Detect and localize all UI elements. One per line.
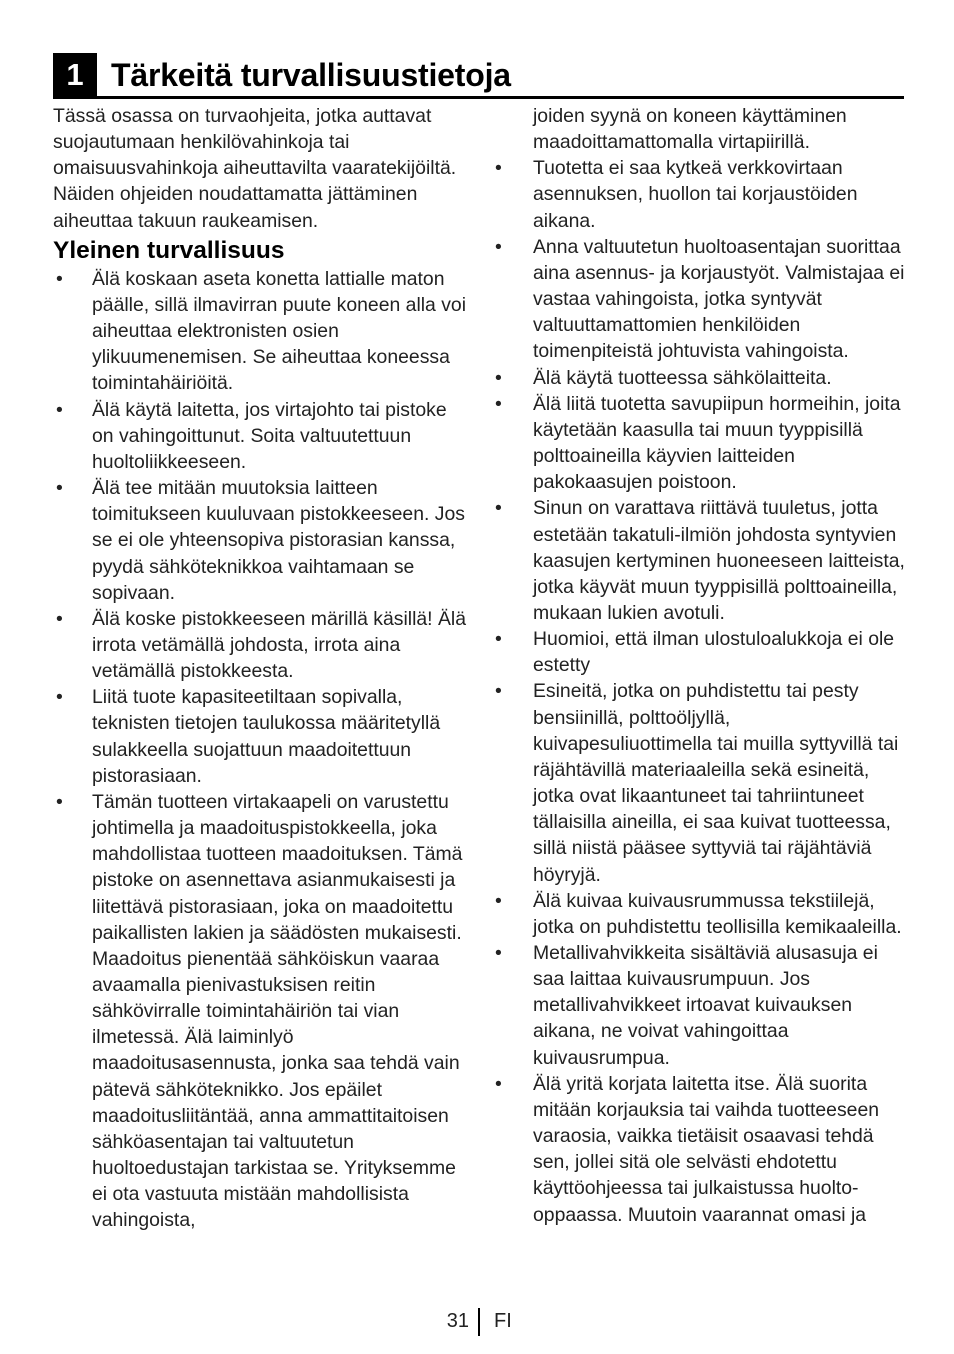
list-item-text: Älä koskaan aseta konetta lattialle maton päälle, sillä ilmavirran puute koneen alla voi aiheuttaa elektronisten osien ylikuumenemisen. Se aiheuttaa koneessa toimintahäiriöitä. [92,267,467,395]
chapter-header [53,53,904,99]
list-item [494,678,910,887]
bullet-icon: • [495,497,502,520]
left-bullet-list [53,266,473,1234]
bullet-icon: • [495,889,502,912]
list-item [494,495,910,626]
footer-divider [478,1308,480,1336]
bullet-icon: • [495,680,502,703]
list-item-text: Tämän tuotteen virtakaapeli on varustettu johtimella ja maadoituspistokkeella, joka mahdollistaa tuotteen maadoituksen. Tämä pistoke on asennettava asianmukaisesti ja liitettävä pistorasiaan, joka on maadoitettu paikallisten lakien ja säädösten mukaisesti. Maadoitus pienentää sähköiskun vaaraa avaamalla pienivastuksisen reitin sähkövirralle toimintahäiriön tai vian ilmetessä. Älä laiminlyö maadoitusasennusta, jonka saa tehdä vain pätevä sähköteknikko. Jos epäilet maadoitusliitäntää, anna ammattitaitoisen sähköasentajan tai valtuutetun huoltoedustajan tarkistaa se. Yrityksemme ei ota vastuuta mistään mahdollisista vahingoista, [92,790,463,1232]
page-footer [0,1308,954,1338]
left-column [53,103,473,1234]
bullet-icon: • [495,157,502,180]
language-code: FI [494,1310,512,1332]
list-item-text: Älä tee mitään muutoksia laitteen toimitukseen kuuluvaan pistokkeeseen. Jos se ei ole yhteensopiva pistorasian kanssa, pyydä sähköteknikkoa vaihtamaan se sopivaan. [92,477,465,604]
bullet-icon: • [495,1072,502,1095]
list-item [53,684,473,789]
bullet-icon: • [56,686,63,709]
list-item-text: Älä koske pistokkeeseen märillä käsillä! Älä irrota vetämällä johdosta, irrota aina vetämällä pistokkeesta. [92,607,466,683]
bullet-icon: • [495,366,502,389]
chapter-number-box: 1 [53,53,97,96]
list-item [53,475,473,606]
bullet-icon: • [495,392,502,415]
list-item-text: Sinun on varattava riittävä tuuletus, jotta estetään takatuli-ilmiön johdosta syntyvien kaasujen kertyminen huoneeseen laitteista, jotka käyvät muun tyyppisillä polttoaineilla, mukaan lukien avotuli. [533,497,905,624]
page-number: 31 [446,1310,469,1332]
chapter-title: Tärkeitä turvallisuustietoja [111,57,511,93]
bullet-icon: • [56,267,63,290]
list-item-text: Älä käytä laitetta, jos virtajohto tai pistoke on vahingoittunut. Soita valtuutettuun huoltoliikkeeseen. [92,398,447,473]
bullet-icon: • [56,477,63,500]
list-item-continuation [494,103,910,155]
list-item [494,1071,910,1228]
bullet-icon: • [495,235,502,258]
header-rule [53,96,904,99]
list-item [494,888,910,940]
list-item [53,266,473,397]
list-item [494,365,910,391]
list-item [53,789,473,1234]
list-item-text: Älä kuivaa kuivausrummussa tekstiilejä, jotka on puhdistettu teollisilla kemikaaleilla. [533,889,902,938]
list-item-text: Älä yritä korjata laitetta itse. Älä suorita mitään korjauksia tai vaihda tuotteeseen varaosia, vaikka tietäisit osaavasi tehdä sen, jollei sitä ole selvästi ehdotettu käyttöohjeessa tai julkaistussa huolto-oppaassa. Muutoin vaarannat omasi ja [533,1072,880,1226]
list-item-text: Anna valtuutetun huoltoasentajan suorittaa aina asennus- ja korjaustyöt. Valmistajaa ei vastaa vahingoista, jotka syntyvät valtuuttamattomien henkilöiden toimenpiteistä johtuvista vahingoista. [533,235,905,363]
list-item-text: Huomioi, että ilman ulostuloalukkoja ei ole estetty [533,628,895,677]
bullet-icon: • [56,790,63,813]
list-item [494,940,910,1071]
list-item-text: Älä liitä tuotetta savupiipun hormeihin, joita käytetään kaasulla tai muun tyyppisillä polttoaineilla käyvien laitteiden pakokaasujen poistoon. [533,392,901,494]
right-column [494,103,910,1228]
bullet-icon: • [495,628,502,651]
bullet-icon: • [56,398,63,421]
list-item-text: Tuotetta ei saa kytkeä verkkovirtaan asennuksen, huollon tai korjaustöiden aikana. [533,157,858,232]
section-heading: Yleinen turvallisuus [53,236,285,264]
list-item [494,155,910,233]
list-item-text: Liitä tuote kapasiteetiltaan sopivalla, teknisten tietojen taulukossa määritetyllä sulakkeella suojattuun maadoitettuun pistorasiaan. [92,686,441,787]
list-item-text: joiden syynä on koneen käyttäminen maadoittamattomalla virtapiirillä. [533,105,847,154]
list-item-text: Esineitä, jotka on puhdistettu tai pesty bensiinillä, polttoöljyllä, kuivapesuliuottimella tai muilla syttyvillä tai räjähtävillä materiaaleilla sekä esineitä, jotka ovat likaantuneet tai tahriintuneet tällaisilla aineilla, ei saa kuivat tuotteessa, sillä niistä pääsee syttyviä tai räjähtäviä höyryjä. [533,680,899,886]
list-item [494,626,910,678]
bullet-icon: • [56,607,63,630]
list-item [494,234,910,365]
list-item [494,391,910,496]
list-item-text: Älä käytä tuotteessa sähkölaitteita. [533,366,832,389]
right-bullet-list [494,103,910,1228]
list-item-text: Metallivahvikkeita sisältäviä alusasuja ei saa laittaa kuivausrumpuun. Jos metallivahvikkeet irtoavat kuivauksen aikana, ne voivat vahingoittaa kuivausrumpua. [533,942,878,1069]
bullet-icon: • [495,942,502,964]
list-item [53,397,473,475]
intro-paragraph: Tässä osassa on turvaohjeita, jotka auttavat suojautumaan henkilövahinkoja tai omaisuusvahinkoja aiheuttavilta vaaratekijöiltä. Näiden ohjeiden noudattamatta jättäminen aiheuttaa takuun raukeamisen. [53,105,457,232]
list-item [53,606,473,684]
